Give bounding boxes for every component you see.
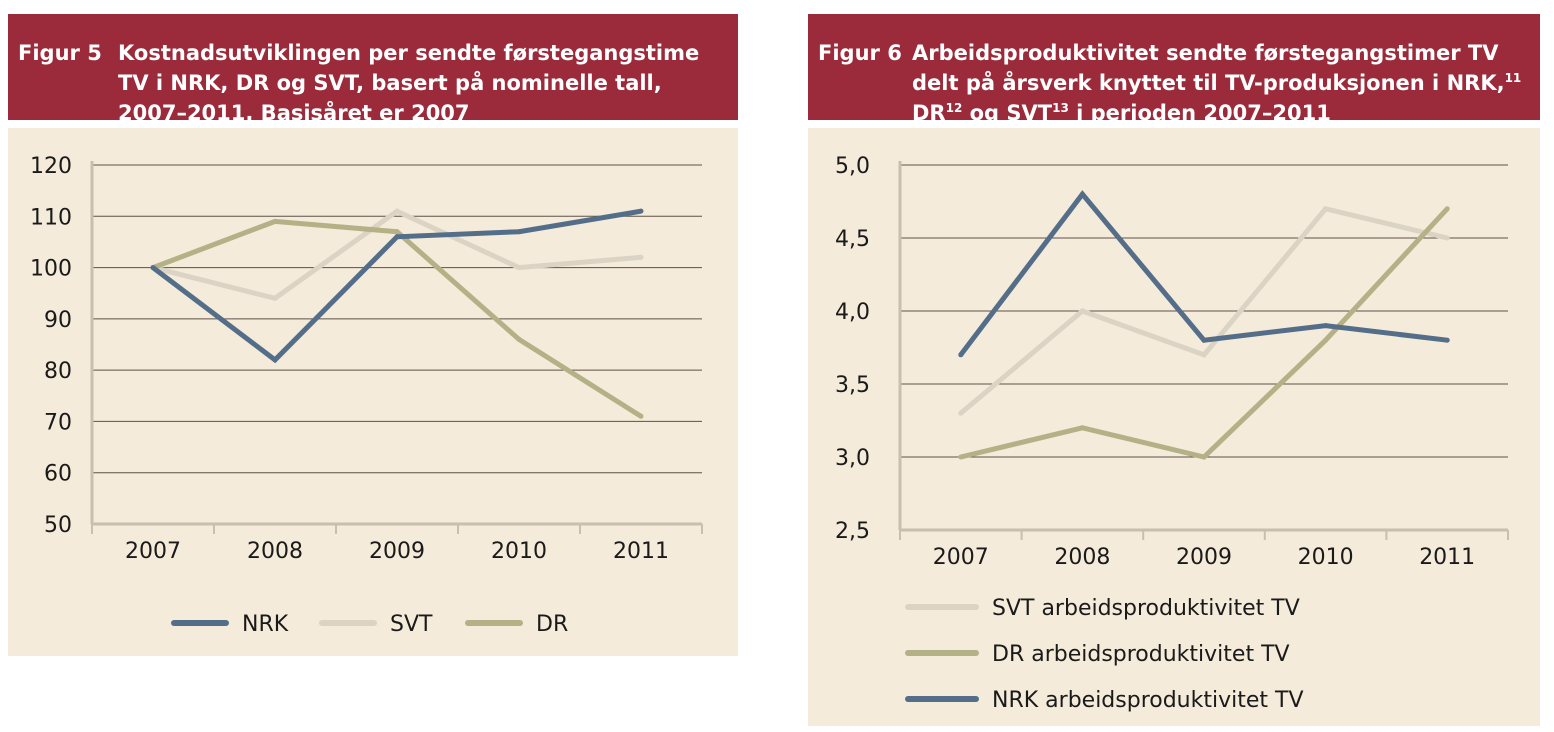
data-point-svt: [517, 265, 522, 270]
y-tick-label: 120: [30, 154, 72, 179]
data-point-svt: [273, 296, 278, 301]
data-point-dr-arbeidsproduktivitet-tv: [1323, 338, 1328, 343]
y-tick-label: 90: [44, 307, 72, 333]
data-point-nrk: [395, 234, 400, 239]
figure6-title-line3-c: i perioden 2007–2011: [1068, 101, 1331, 125]
figure6-chart: [808, 128, 1540, 726]
y-tick-label: 3,5: [835, 373, 870, 398]
figure5-label: Figur 5: [18, 41, 102, 65]
data-point-nrk-arbeidsproduktivitet-tv: [1080, 192, 1085, 197]
data-point-svt-arbeidsproduktivitet-tv: [1080, 309, 1085, 314]
data-point-dr-arbeidsproduktivitet-tv: [1445, 206, 1450, 211]
data-point-dr: [517, 337, 522, 342]
figure6-chart-area: [808, 128, 1540, 726]
figure5-chart: [8, 128, 738, 656]
x-tick-label: 2010: [491, 539, 547, 564]
x-tick-label: 2011: [1419, 545, 1476, 570]
data-point-nrk-arbeidsproduktivitet-tv: [958, 352, 963, 357]
data-point-svt-arbeidsproduktivitet-tv: [1202, 352, 1207, 357]
figure6-title-line3-a: DR: [912, 101, 946, 125]
x-tick-label: 2010: [1297, 545, 1354, 570]
y-tick-label: 50: [44, 513, 72, 538]
figure6-title-line3-b: og SVT: [962, 101, 1053, 125]
legend-label-svt: SVT: [390, 612, 433, 637]
figure5-header: [8, 14, 738, 125]
figure6-title-line2: delt på årsverk knyttet til TV-produksjonen i NRK,: [912, 71, 1505, 95]
data-point-nrk: [151, 265, 156, 270]
x-tick-label: 2008: [1054, 545, 1111, 570]
y-tick-label: 100: [30, 256, 72, 282]
y-tick-label: 4,0: [835, 300, 870, 325]
figure6-label: Figur 6: [818, 41, 902, 65]
data-point-svt-arbeidsproduktivitet-tv: [1445, 236, 1450, 241]
y-tick-label: 110: [30, 205, 72, 231]
data-point-svt-arbeidsproduktivitet-tv: [1323, 206, 1328, 211]
y-tick-label: 80: [44, 359, 72, 385]
data-point-nrk: [273, 357, 278, 362]
data-point-svt: [639, 255, 644, 260]
data-point-nrk-arbeidsproduktivitet-tv: [1323, 323, 1328, 328]
y-tick-label: 60: [44, 461, 72, 487]
y-tick-label: 4,5: [835, 227, 870, 252]
data-point-nrk-arbeidsproduktivitet-tv: [1202, 338, 1207, 343]
y-tick-label: 5,0: [835, 154, 870, 179]
footnote-ref-13: 13: [1052, 101, 1069, 115]
data-point-nrk: [639, 209, 644, 214]
legend-label-dr-arbeidsproduktivitet-tv: DR arbeidsproduktivitet TV: [992, 642, 1290, 667]
x-tick-label: 2009: [1176, 545, 1232, 570]
data-point-svt-arbeidsproduktivitet-tv: [958, 411, 963, 416]
footnote-ref-12: 12: [945, 101, 963, 115]
legend-label-dr: DR: [536, 612, 569, 637]
data-point-dr-arbeidsproduktivitet-tv: [958, 455, 963, 460]
data-point-dr: [639, 414, 644, 419]
y-tick-label: 70: [44, 410, 72, 436]
y-tick-label: 3,0: [835, 446, 870, 471]
figure5-title: Kostnadsutviklingen per sendte førstegangstime TV i NRK, DR og SVT, basert på nominelle tall, 2007–2011. Basisåret er 2007: [118, 41, 700, 125]
data-point-nrk-arbeidsproduktivitet-tv: [1445, 338, 1450, 343]
x-tick-label: 2008: [247, 539, 303, 564]
legend-label-svt-arbeidsproduktivitet-tv: SVT arbeidsproduktivitet TV: [992, 596, 1300, 621]
legend-label-nrk-arbeidsproduktivitet-tv: NRK arbeidsproduktivitet TV: [992, 688, 1304, 713]
x-tick-label: 2007: [932, 545, 989, 570]
data-point-nrk: [517, 229, 522, 234]
figure5-chart-area: [8, 128, 738, 656]
data-point-dr-arbeidsproduktivitet-tv: [1080, 425, 1085, 430]
data-point-dr: [273, 219, 278, 224]
data-point-dr-arbeidsproduktivitet-tv: [1202, 455, 1207, 460]
footnote-ref-11: 11: [1504, 71, 1522, 85]
x-tick-label: 2009: [369, 539, 425, 564]
legend-label-nrk: NRK: [242, 612, 289, 637]
data-point-dr: [395, 229, 400, 234]
figure6-title: [912, 38, 1521, 128]
data-point-svt: [395, 209, 400, 214]
x-tick-label: 2011: [613, 539, 669, 564]
x-tick-label: 2007: [125, 539, 181, 564]
figure6-header: [808, 14, 1540, 125]
figure6-title-line1: Arbeidsproduktivitet sendte førstegangstimer TV: [912, 41, 1499, 65]
y-tick-label: 2,5: [835, 519, 870, 544]
